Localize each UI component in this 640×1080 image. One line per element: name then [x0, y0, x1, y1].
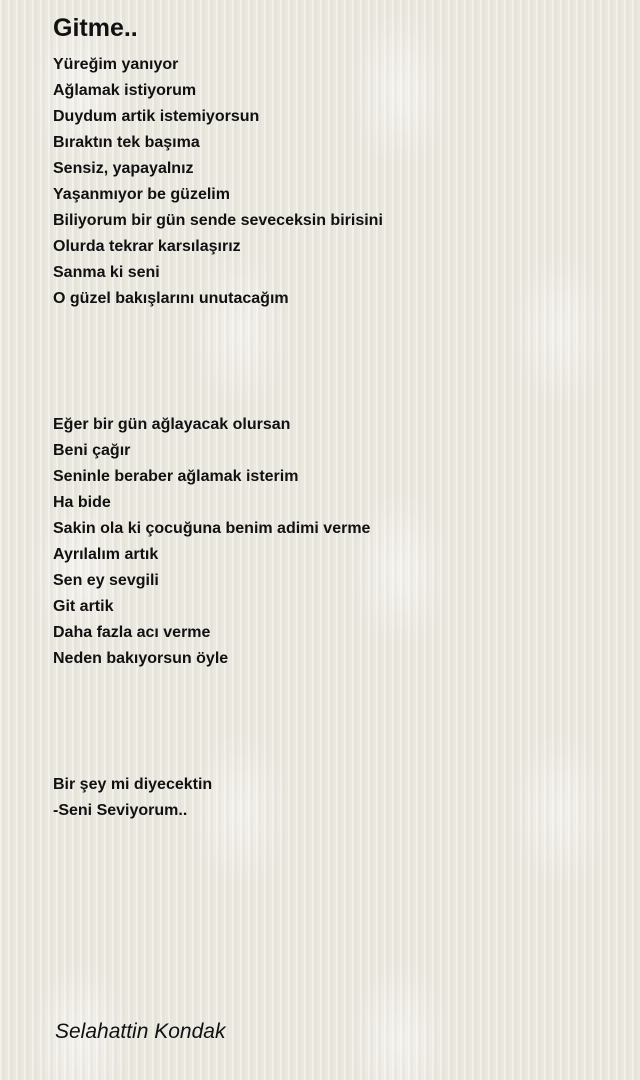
poem-line: Sen ey sevgili	[53, 572, 159, 589]
poem-line: Git artik	[53, 598, 114, 615]
poem-line: Eğer bir gün ağlayacak olursan	[53, 416, 291, 433]
poem-line: Yüreğim yanıyor	[53, 56, 179, 73]
poem-line: Olurda tekrar karsılaşırız	[53, 238, 241, 255]
poem-line: Seninle beraber ağlamak isterim	[53, 468, 299, 485]
poem-line: Beni çağır	[53, 442, 131, 459]
poem-line: Ayrılalım artık	[53, 546, 159, 563]
poem-line: Sakin ola ki çocuğuna benim adimi verme	[53, 520, 371, 537]
poem-line: Biliyorum bir gün sende seveceksin birisini	[53, 212, 383, 229]
poem-line: -Seni Seviyorum..	[53, 802, 188, 819]
poem-line: O güzel bakışlarını unutacağım	[53, 290, 289, 307]
poem-line: Duydum artik istemiyorsun	[53, 108, 260, 125]
poem-line: Bıraktın tek başıma	[53, 134, 200, 151]
stanza-1	[53, 52, 383, 312]
poem-line: Sanma ki seni	[53, 264, 160, 281]
poem-title: Gitme..	[53, 14, 138, 42]
poem-line: Sensiz, yapayalnız	[53, 160, 194, 177]
author-signature: Selahattin Kondak	[55, 1020, 226, 1043]
poem-line: Neden bakıyorsun öyle	[53, 650, 229, 667]
poem-line: Ha bide	[53, 494, 111, 511]
stanza-3	[53, 772, 212, 824]
poem-line: Yaşanmıyor be güzelim	[53, 186, 230, 203]
poem-line: Ağlamak istiyorum	[53, 82, 197, 99]
poem-line: Bir şey mi diyecektin	[53, 776, 213, 793]
poem-line: Daha fazla acı verme	[53, 624, 211, 641]
stanza-2	[53, 412, 370, 672]
